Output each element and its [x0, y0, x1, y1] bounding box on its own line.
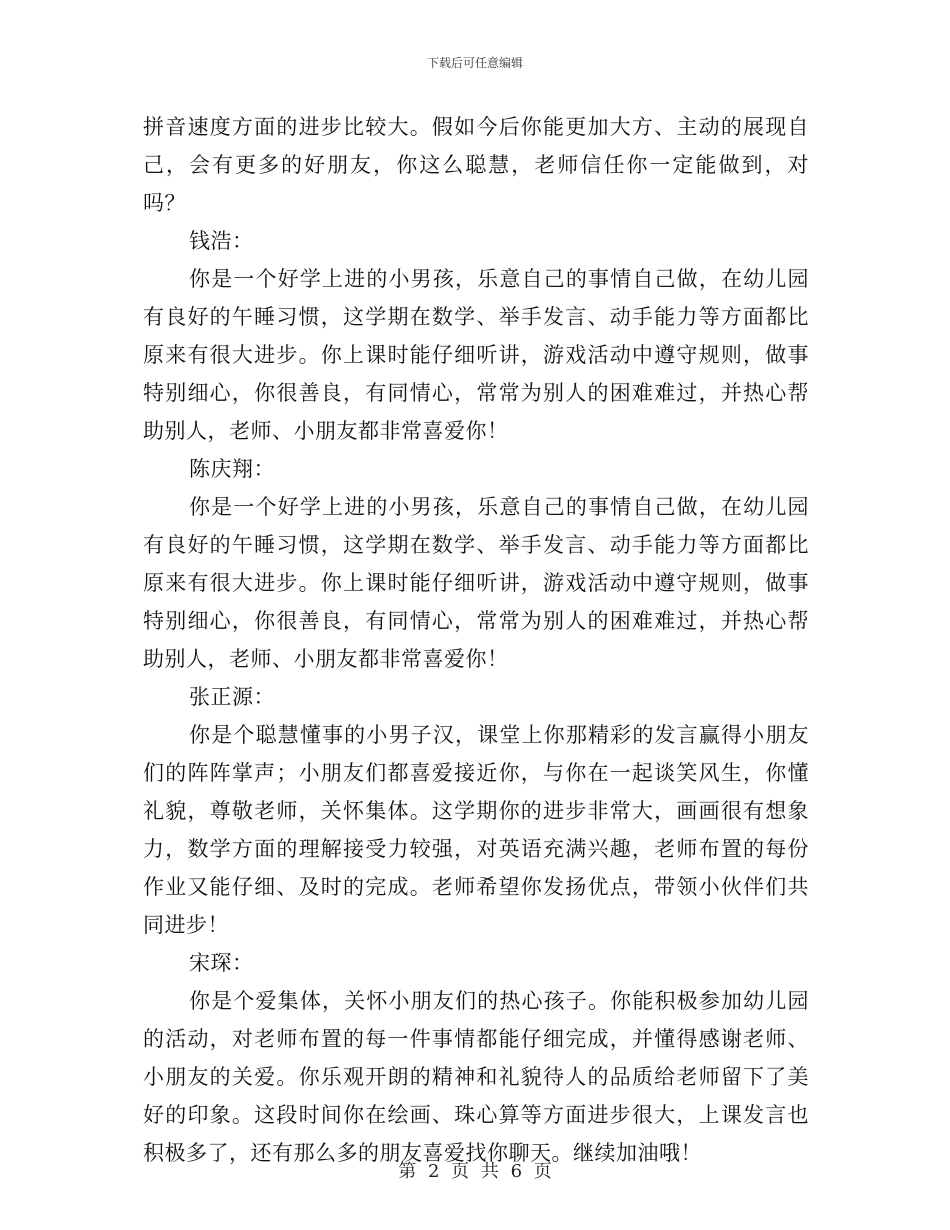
comment-qian-hao: 你是一个好学上进的小男孩，乐意自己的事情自己做，在幼儿园有良好的午睡习惯，这学期在数学、举手发言、动手能力等方面都比原来有很大进步。你上课时能仔细听讲，游戏活动中遵守规则，做事特别细心，你很善良，有同情心，常常为别人的困难难过，并热心帮助别人，老师、小朋友都非常喜爱你！ — [143, 267, 809, 443]
comment-song-chen: 你是个爱集体，关怀小朋友们的热心孩子。你能积极参加幼儿园的活动，对老师布置的每一件事情都能仔细完成，并懂得感谢老师、小朋友的关爱。你乐观开朗的精神和礼貌待人的品质给老师留下了美好的印象。这段时间你在绘画、珠心算等方面进步很大，上课发言也积极多了，还有那么多的朋友喜爱找你聊天。继续加油哦！ — [143, 989, 809, 1165]
paragraph-continued: 拼音速度方面的进步比较大。假如今后你能更加大方、主动的展现自己，会有更多的好朋友，你这么聪慧，老师信任你一定能做到，对吗？ — [143, 115, 809, 215]
page-header: 下载后可任意编辑 — [426, 56, 523, 70]
student-name-song-chen: 宋琛： — [189, 951, 254, 975]
comment-chen-qingxiang: 你是一个好学上进的小男孩，乐意自己的事情自己做，在幼儿园有良好的午睡习惯，这学期在数学、举手发言、动手能力等方面都比原来有很大进步。你上课时能仔细听讲，游戏活动中遵守规则，做事特别细心，你很善良，有同情心，常常为别人的困难难过，并热心帮助别人，老师、小朋友都非常喜爱你！ — [143, 495, 809, 671]
document-body — [143, 108, 809, 1172]
comment-zhang-zhengyuan: 你是个聪慧懂事的小男子汉，课堂上你那精彩的发言赢得小朋友们的阵阵掌声；小朋友们都喜爱接近你，与你在一起谈笑风生，你懂礼貌，尊敬老师，关怀集体。这学期你的进步非常大，画画很有想象力，数学方面的理解接受力较强，对英语充满兴趣，老师布置的每份作业又能仔细、及时的完成。老师希望你发扬优点，带领小伙伴们共同进步！ — [143, 723, 809, 937]
student-name-chen-qingxiang: 陈庆翔： — [189, 457, 275, 481]
page-number: 第 2 页 共 6 页 — [398, 1161, 552, 1182]
student-name-qian-hao: 钱浩： — [189, 229, 254, 253]
student-name-zhang-zhengyuan: 张正源： — [189, 685, 275, 709]
